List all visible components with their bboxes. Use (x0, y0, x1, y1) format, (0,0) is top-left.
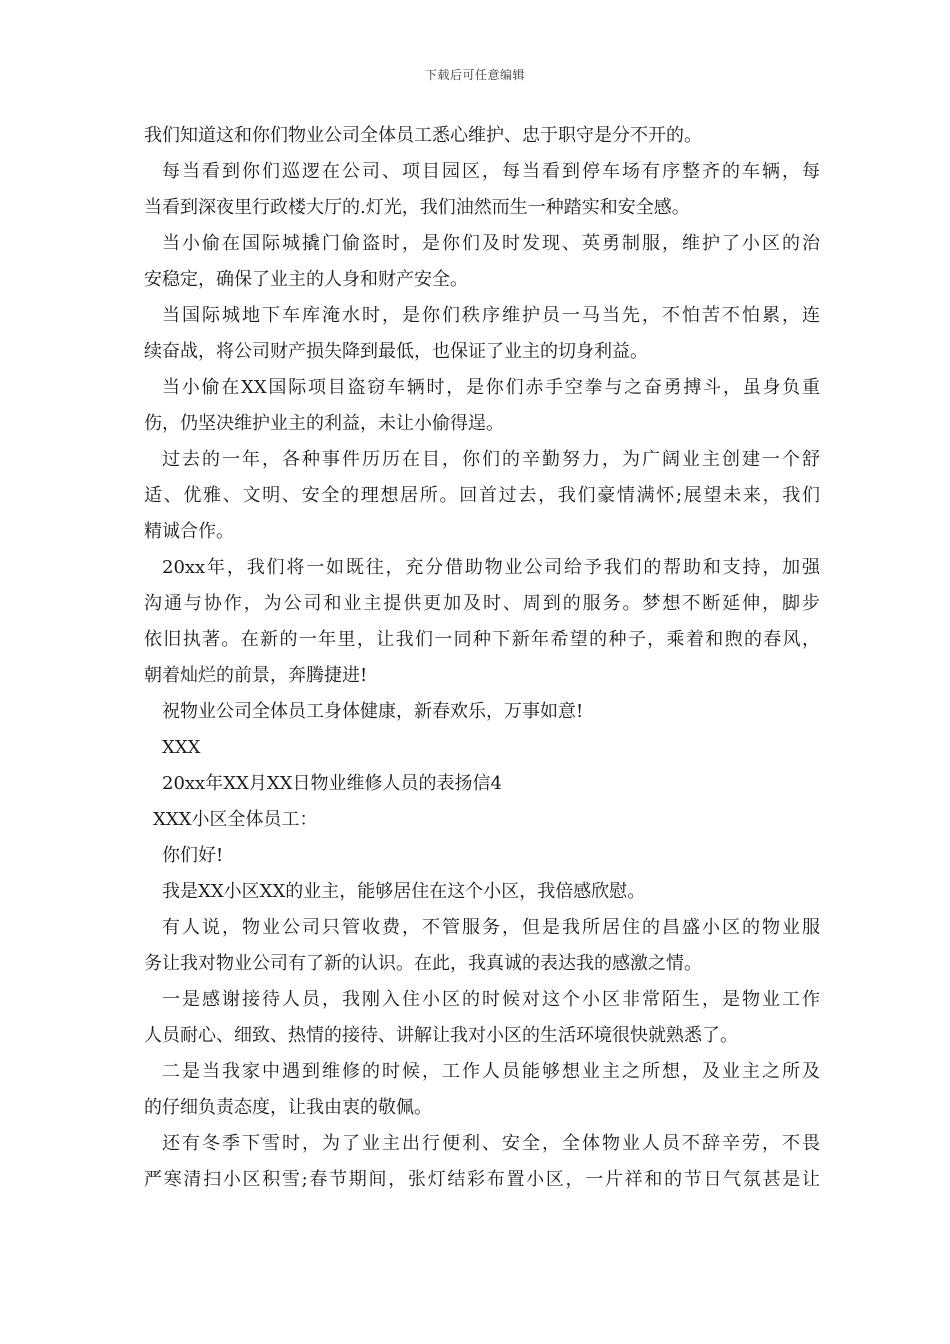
text-line: 沟通与协作，为公司和业主提供更加及时、周到的服务。梦想不断延伸，脚步 (144, 593, 820, 614)
text-line: XXX小区全体员工： (153, 809, 318, 830)
text-line: 严寒清扫小区积雪;春节期间，张灯结彩布置小区，一片祥和的节日气氛甚是让 (144, 1169, 820, 1190)
text-line: 祝物业公司全体员工身体健康，新春欢乐，万事如意! (162, 701, 584, 722)
text-line: 一是感谢接待人员，我刚入住小区的时候对这个小区非常陌生，是物业工作 (162, 989, 820, 1010)
text-line: 人员耐心、细致、热情的接待、讲解让我对小区的生活环境很快就熟悉了。 (144, 1025, 738, 1046)
text-line: 有人说，物业公司只管收费，不管服务，但是我所居住的昌盛小区的物业服 (162, 917, 820, 938)
text-line: 每当看到你们巡逻在公司、项目园区，每当看到停车场有序整齐的车辆，每 (162, 161, 820, 182)
text-line: 朝着灿烂的前景，奔腾捷进! (144, 665, 368, 686)
text-line: 20xx年XX月XX日物业维修人员的表扬信4 (162, 773, 502, 794)
text-line: 过去的一年，各种事件历历在目，你们的辛勤努力，为广阔业主创建一个舒 (162, 449, 820, 470)
document-body (144, 118, 820, 1198)
text-line: 你们好! (162, 845, 224, 866)
text-line: 当小偷在国际城撬门偷盗时，是你们及时发现、英勇制服，维护了小区的治 (162, 233, 820, 254)
text-line: 适、优雅、文明、安全的理想居所。回首过去，我们豪情满怀;展望未来，我们 (144, 485, 820, 506)
text-line: 我是XX小区XX的业主，能够居住在这个小区，我倍感欣慰。 (162, 881, 646, 902)
text-line: 当看到深夜里行政楼大厅的.灯光，我们油然而生一种踏实和安全感。 (144, 197, 690, 218)
text-line: 伤，仍坚决维护业主的利益，未让小偷得逞。 (144, 413, 504, 434)
text-line: 还有冬季下雪时，为了业主出行便利、安全，全体物业人员不辞辛劳，不畏 (162, 1133, 820, 1154)
text-line: XXX (162, 737, 201, 758)
text-line: 20xx年，我们将一如既往，充分借助物业公司给予我们的帮助和支持，加强 (162, 557, 820, 578)
text-line: 我们知道这和你们物业公司全体员工悉心维护、忠于职守是分不开的。 (144, 125, 702, 146)
text-line: 的仔细负责态度，让我由衷的敬佩。 (144, 1097, 432, 1118)
text-line: 当小偷在XX国际项目盗窃车辆时，是你们赤手空拳与之奋勇搏斗，虽身负重 (162, 377, 820, 398)
text-line: 精诚合作。 (144, 521, 234, 542)
text-line: 依旧执著。在新的一年里，让我们一同种下新年希望的种子，乘着和煦的春风， (144, 629, 820, 650)
text-line: 安稳定，确保了业主的人身和财产安全。 (144, 269, 468, 290)
text-line: 当国际城地下车库淹水时，是你们秩序维护员一马当先，不怕苦不怕累，连 (162, 305, 820, 326)
page-header: 下载后可任意编辑 (424, 68, 525, 82)
text-line: 续奋战，将公司财产损失降到最低，也保证了业主的切身利益。 (144, 341, 648, 362)
text-line: 二是当我家中遇到维修的时候，工作人员能够想业主之所想，及业主之所及 (162, 1061, 820, 1082)
text-line: 务让我对物业公司有了新的认识。在此，我真诚的表达我的感激之情。 (144, 953, 702, 974)
